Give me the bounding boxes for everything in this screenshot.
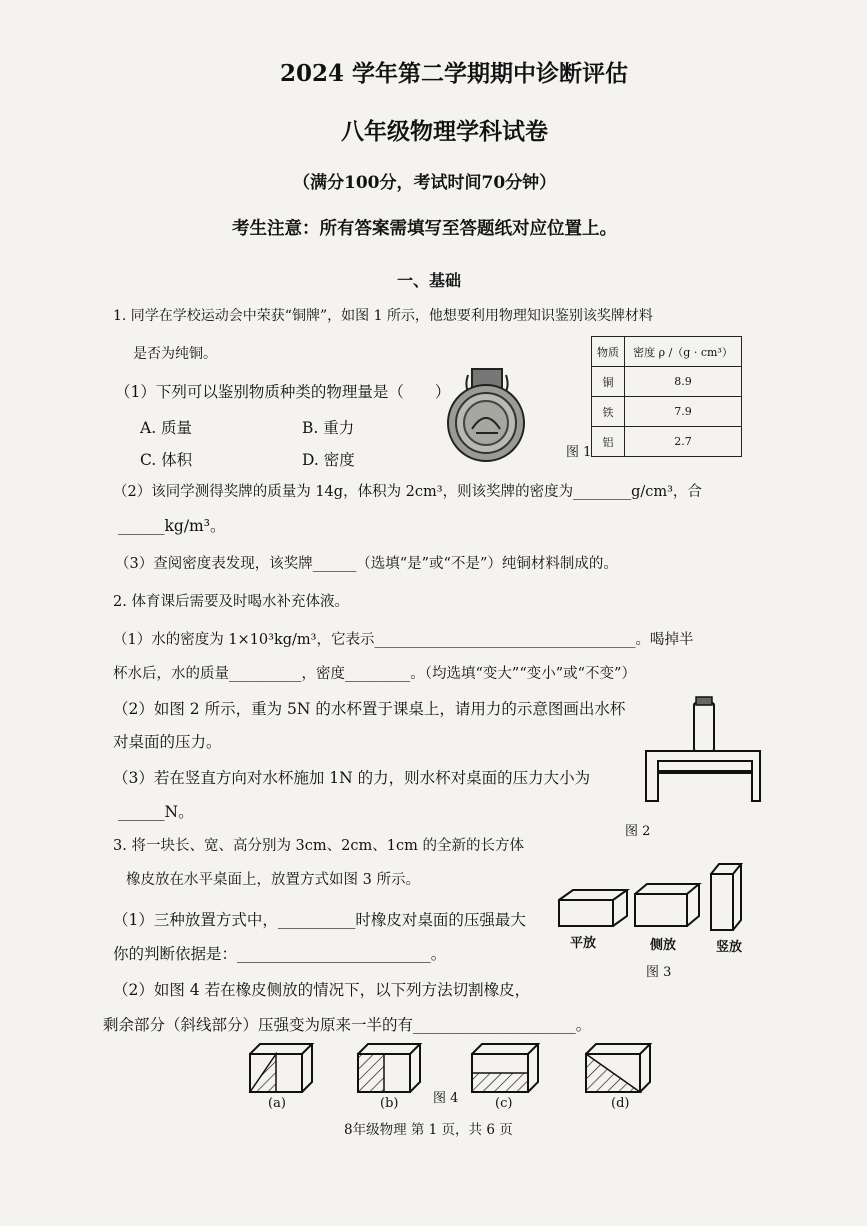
fig2-label: 图 2 <box>625 824 651 839</box>
table-row <box>592 397 742 427</box>
page-footer: 8年级物理 第 1 页，共 6 页 <box>344 1122 513 1138</box>
q2-part3: （3）若在竖直方向对水杯施加 1N 的力，则水杯对桌面的压力大小为 <box>113 769 591 787</box>
fig4-label: 图 4 <box>433 1091 459 1106</box>
table-header-cell: 物质 <box>592 337 625 367</box>
eraser-placement-figure <box>555 860 755 935</box>
table-cell: 铁 <box>592 397 625 427</box>
section-title: 一、基础 <box>397 271 462 290</box>
q2-part3-cont: ______N。 <box>118 803 194 821</box>
q1-stem-cont: 是否为纯铜。 <box>133 346 217 362</box>
q2-part1-cont: 杯水后，水的质量__________，密度_________。（均选填“变大”“变小”或“不变”） <box>113 666 636 682</box>
q1-part2: （2）该同学测得奖牌的质量为 14g，体积为 2cm³，则该奖牌的密度为________g/cm³，合 <box>113 484 702 500</box>
q1-stem: 1. 同学在学校运动会中荣获“铜牌”，如图 1 所示，他想要利用物理知识鉴别该奖牌材料 <box>113 308 653 324</box>
q3-stem-cont: 橡皮放在水平桌面上，放置方式如图 3 所示。 <box>126 872 420 888</box>
q2-part1: （1）水的密度为 1×10³kg/m³，它表示____________________________________。喝掉半 <box>113 632 694 648</box>
table-row <box>592 427 742 457</box>
density-table <box>591 336 742 457</box>
q3-part1-cont: 你的判断依据是：_________________________。 <box>113 945 447 963</box>
score-info: （满分100分，考试时间70分钟） <box>293 173 557 193</box>
q1-part1: （1）下列可以鉴别物质种类的物理量是（ ） <box>115 383 451 401</box>
q1-part2-cont: ______kg/m³。 <box>118 517 226 535</box>
table-cell: 2.7 <box>625 427 742 457</box>
cut-a <box>250 1044 312 1092</box>
table-cell: 8.9 <box>625 367 742 397</box>
label-flat: 平放 <box>570 936 597 951</box>
q1-option-c: C. 体积 <box>140 451 193 469</box>
fig4-item-c: (c) <box>495 1096 513 1111</box>
fig1-label: 图 1 <box>566 445 592 460</box>
table-row <box>592 367 742 397</box>
q1-option-a: A. 质量 <box>140 419 193 437</box>
q2-stem: 2. 体育课后需要及时喝水补充体液。 <box>113 594 349 610</box>
table-header-row <box>592 337 742 367</box>
exam-subtitle: 八年级物理学科试卷 <box>341 118 548 145</box>
q3-part2-cont: 剩余部分（斜线部分）压强变为原来一半的有_____________________。 <box>103 1016 592 1034</box>
q3-part2: （2）如图 4 若在橡皮侧放的情况下，以下列方法切割橡皮， <box>113 981 531 999</box>
table-header-cell: 密度 ρ /（g · cm³） <box>625 337 742 367</box>
q2-part2: （2）如图 2 所示，重为 5N 的水杯置于课桌上，请用力的示意图画出水杯 <box>113 700 626 718</box>
cup-on-desk-figure <box>640 695 770 810</box>
exam-title: 2024 学年第二学期期中诊断评估 <box>280 60 629 87</box>
q2-part2-cont: 对桌面的压力。 <box>113 733 222 751</box>
fig4-item-b: (b) <box>380 1096 399 1111</box>
fig4-item-d: (d) <box>611 1096 630 1111</box>
notice: 考生注意：所有答案需填写至答题纸对应位置上。 <box>232 219 617 239</box>
medal-figure <box>438 365 528 465</box>
table-cell: 铜 <box>592 367 625 397</box>
fig4-item-a: (a) <box>268 1096 286 1111</box>
q1-part3: （3）查阅密度表发现，该奖牌______（选填“是”或“不是”）纯铜材料制成的。 <box>115 556 618 572</box>
label-side: 侧放 <box>650 938 677 953</box>
q1-option-d: D. 密度 <box>302 451 355 469</box>
cut-d <box>586 1044 650 1092</box>
fig3-label: 图 3 <box>646 965 672 980</box>
q3-stem: 3. 将一块长、宽、高分别为 3cm、2cm、1cm 的全新的长方体 <box>113 838 524 854</box>
table-cell: 铝 <box>592 427 625 457</box>
label-upright: 竖放 <box>716 940 743 955</box>
table-cell: 7.9 <box>625 397 742 427</box>
cut-c <box>472 1044 538 1092</box>
cut-b <box>358 1044 420 1092</box>
q1-option-b: B. 重力 <box>302 419 355 437</box>
q3-part1: （1）三种放置方式中，__________时橡皮对桌面的压强最大 <box>113 911 526 929</box>
